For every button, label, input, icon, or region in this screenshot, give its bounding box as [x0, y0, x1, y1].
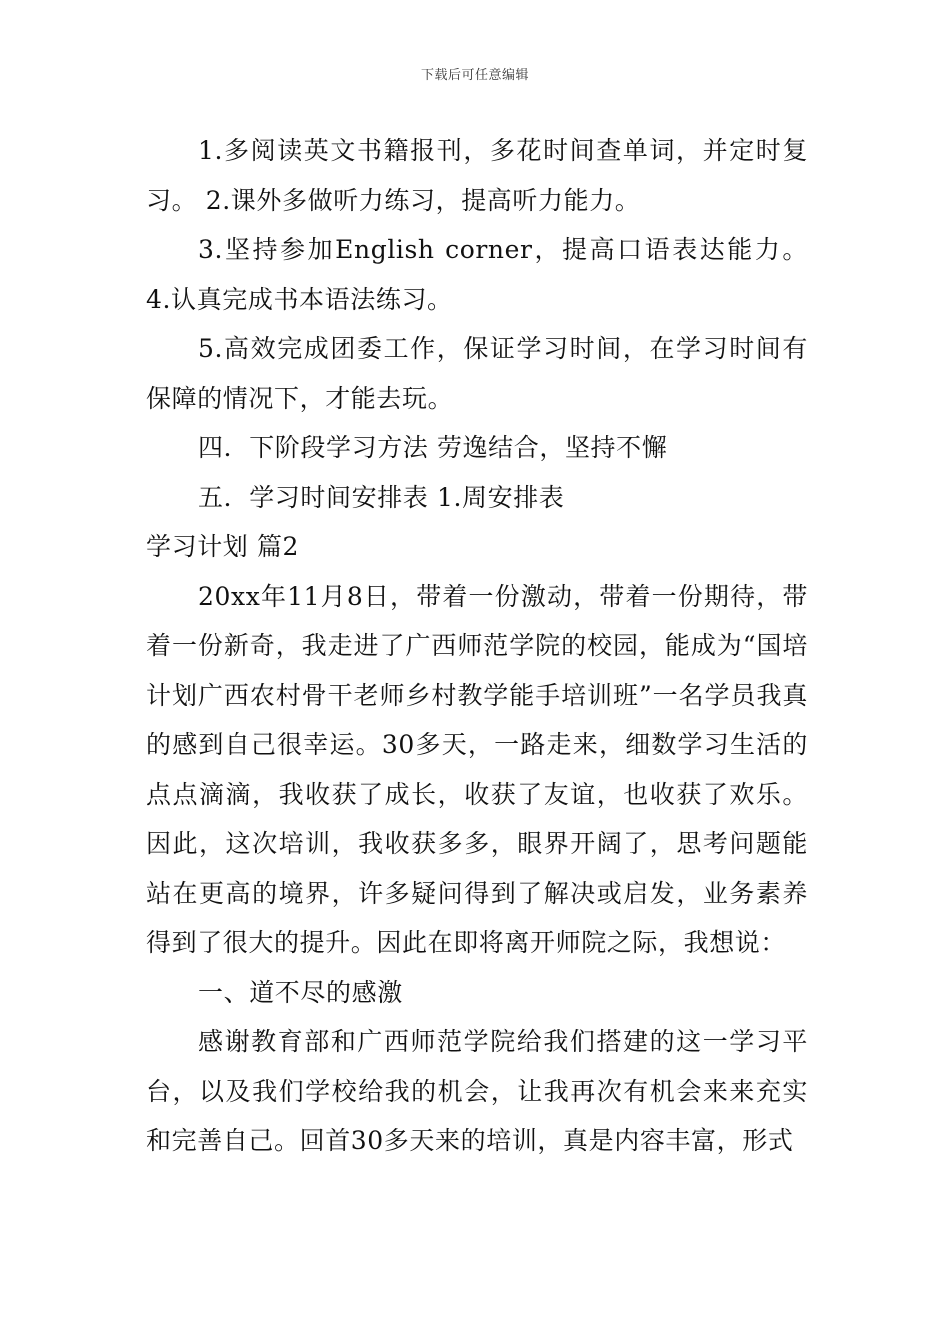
paragraph-plan-item-1-2: 1.多阅读英文书籍报刊，多花时间查单词，并定时复习。 2.课外多做听力练习，提高听力能力。 [146, 136, 808, 215]
page-header: 下载后可任意编辑 [420, 68, 529, 83]
paragraph-gratitude: 感谢教育部和广西师范学院给我们搭建的这一学习平台，以及我们学校给我的机会，让我再次有机会来来充实和完善自己。回首30多天来的培训，真是内容丰富，形式 [146, 1027, 808, 1155]
paragraph-subheading-gratitude: 一、道不尽的感激 [198, 977, 403, 1007]
paragraph-plan-item-3-4: 3.坚持参加English corner，提高口语表达能力。 4.认真完成书本语法练习。 [146, 235, 808, 314]
paragraph-intro: 20xx年11月8日，带着一份激动，带着一份期待，带着一份新奇，我走进了广西师范学院的校园，能成为“国培计划广西农村骨干老师乡村教学能手培训班”一名学员我真的感到自己很幸运。30多天，一路走来，细数学习生活的点点滴滴，我收获了成长，收获了友谊，也收获了欢乐。因此，这次培训，我收获多多，眼界开阔了，思考问题能站在更高的境界，许多疑问得到了解决或启发，业务素养得到了很大的提升。因此在即将离开师院之际，我想说： [146, 581, 808, 957]
paragraph-section-four: 四．下阶段学习方法 劳逸结合，坚持不懈 [198, 433, 668, 462]
section-title: 学习计划 篇2 [146, 532, 300, 561]
paragraph-plan-item-5: 5.高效完成团委工作，保证学习时间，在学习时间有保障的情况下，才能去玩。 [146, 334, 808, 413]
paragraph-section-five: 五．学习时间安排表 1.周安排表 [198, 482, 565, 512]
document-body [146, 126, 808, 1166]
